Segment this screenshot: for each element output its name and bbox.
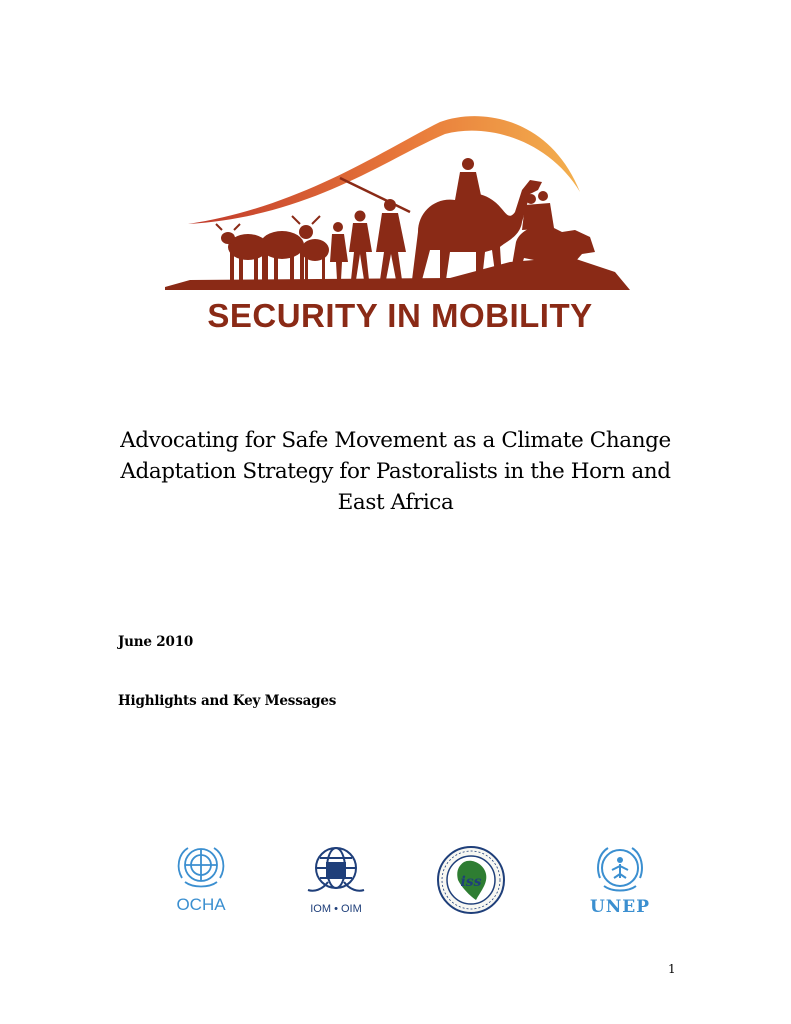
- ocha-logo: [168, 840, 234, 919]
- title-line-2: Adaptation Strategy for Pastoralists in the Horn and: [120, 459, 671, 484]
- unep-logo: [580, 840, 660, 924]
- svg-text:iss: iss: [460, 874, 482, 890]
- people-silhouettes: [330, 178, 410, 280]
- banner-caption: SECURITY IN MOBILITY: [207, 297, 593, 334]
- iom-logo: [300, 840, 372, 922]
- iom-label: IOM • OIM: [310, 903, 362, 915]
- page-number: 1: [668, 962, 676, 976]
- cattle-silhouettes: [216, 216, 329, 280]
- document-subtitle: Highlights and Key Messages: [118, 693, 337, 709]
- title-line-1: Advocating for Safe Movement as a Climate Change: [120, 428, 671, 453]
- document-title: [100, 425, 691, 518]
- ocha-label: OCHA: [176, 895, 226, 914]
- security-in-mobility-logo: [150, 112, 650, 337]
- title-line-3: East Africa: [337, 490, 454, 515]
- iss-logo: [436, 840, 506, 924]
- unep-label: UNEP: [589, 897, 651, 917]
- document-date: June 2010: [118, 634, 194, 650]
